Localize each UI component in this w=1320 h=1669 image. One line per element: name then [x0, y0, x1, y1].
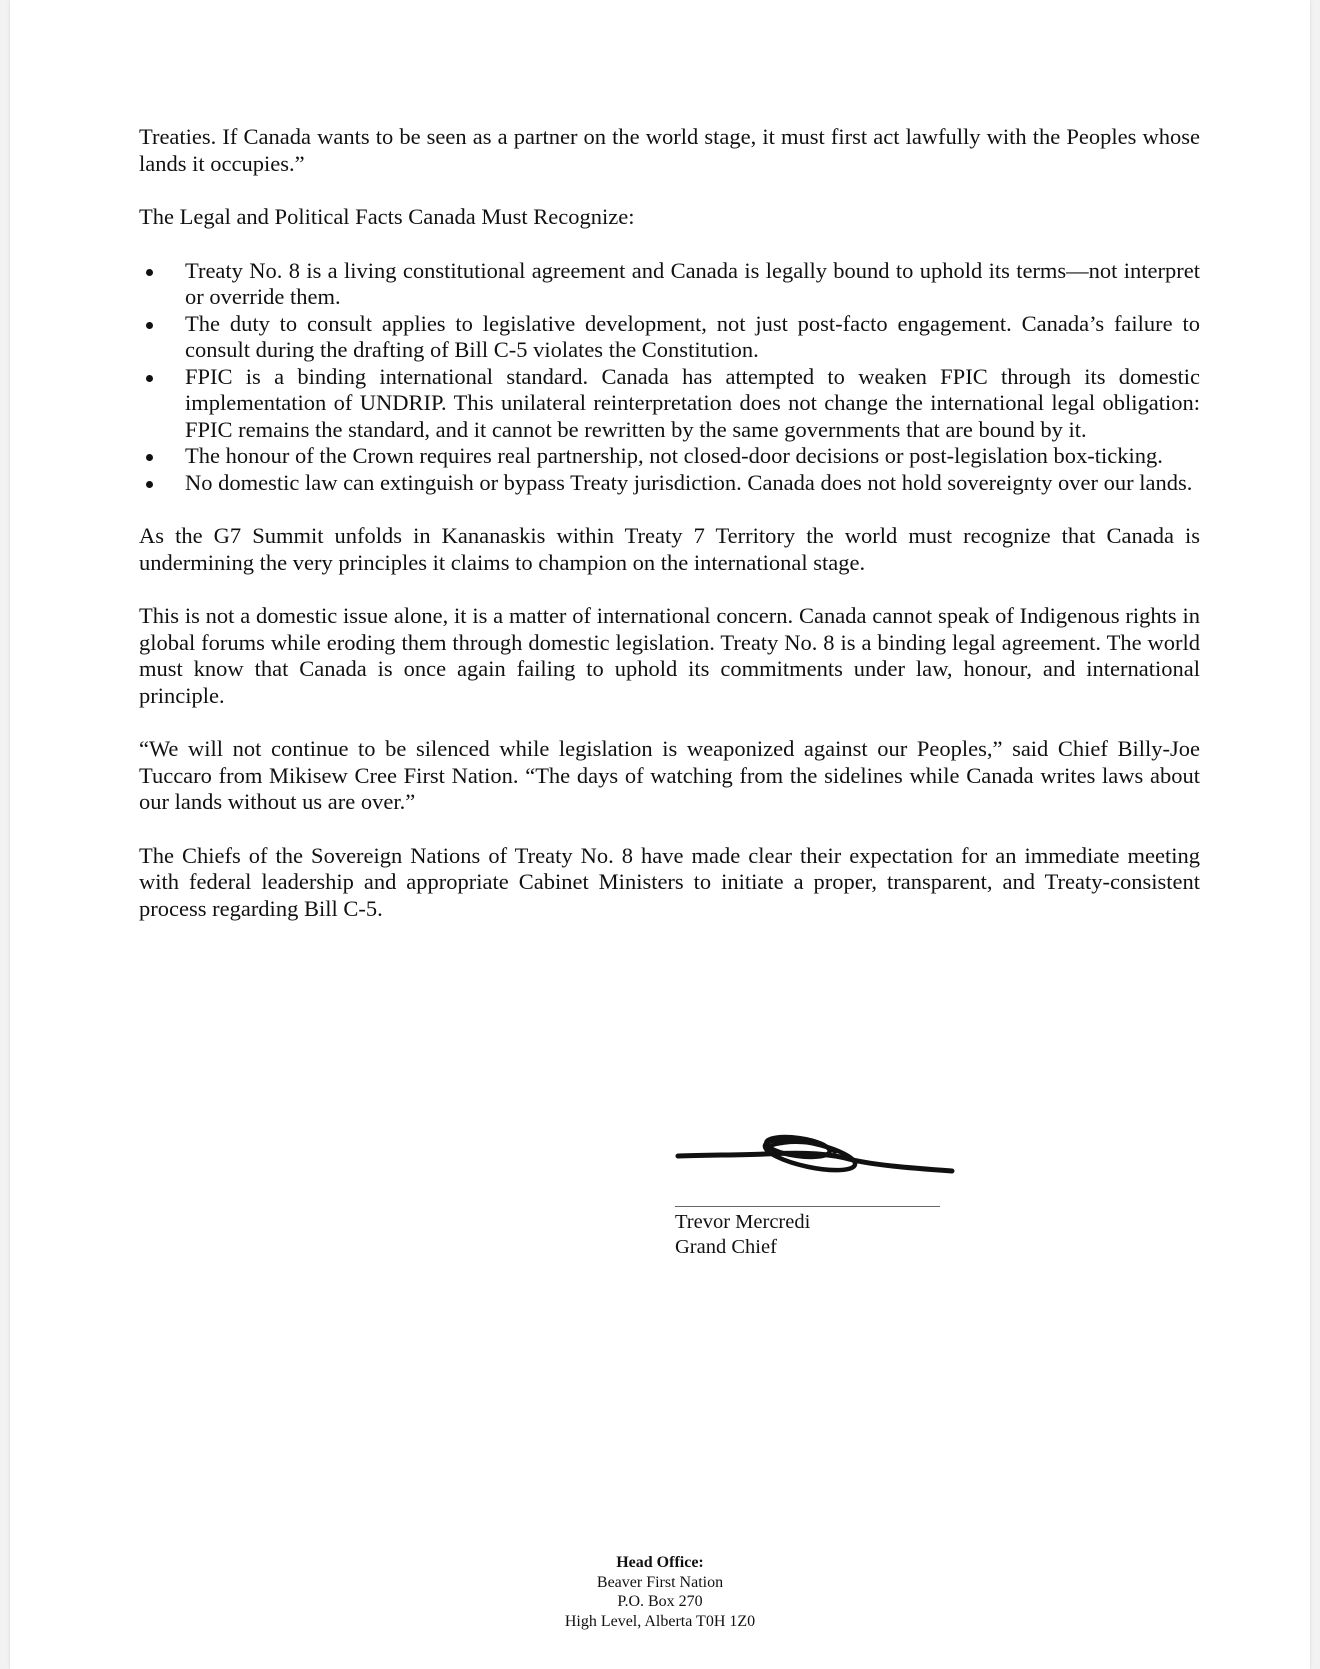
- footer-address: [10, 1553, 1310, 1631]
- list-item: [139, 311, 1200, 364]
- quote-paragraph: “We will not continue to be silenced while legislation is weaponized against our Peoples,” said Chief Billy-Joe Tuccaro from Mikisew Cree First Nation. “The days of watching from the sidelines while Canada writes laws about our lands without us are over.”: [139, 736, 1200, 814]
- expectation-paragraph: The Chiefs of the Sovereign Nations of Treaty No. 8 have made clear their expectation for an immediate meeting with federal leadership and appropriate Cabinet Ministers to initiate a proper, transparent, and Treaty-consistent process regarding Bill C-5.: [139, 842, 1200, 921]
- list-item-text: FPIC is a binding international standard. Canada has attempted to weaken FPIC through its domestic implementation of UNDRIP. This unilateral reinterpretation does not change the international legal obligation: FPIC remains the standard, and it cannot be rewritten by the same governments that are bound by it.: [185, 363, 1200, 442]
- bullet-icon: [146, 454, 153, 461]
- list-item: [139, 470, 1200, 497]
- bullet-icon: [146, 375, 153, 382]
- document-page: [10, 0, 1310, 1669]
- signatory-name: Trevor Mercredi: [675, 1211, 811, 1233]
- signature-line: [675, 1206, 940, 1207]
- list-item-text: The duty to consult applies to legislative development, not just post-facto engagement. Canada’s failure to consult during the drafting of Bill C-5 violates the Constitution.: [185, 310, 1200, 362]
- signatory-title: Grand Chief: [675, 1236, 777, 1258]
- list-item: [139, 364, 1200, 444]
- facts-heading: The Legal and Political Facts Canada Must Recognize:: [139, 204, 635, 229]
- footer-organization: Beaver First Nation: [596, 1573, 724, 1591]
- footer-po-box: P.O. Box 270: [617, 1593, 703, 1610]
- list-item: [139, 258, 1200, 311]
- list-item-text: The honour of the Crown requires real partnership, not closed-door decisions or post-legislation box-ticking.: [185, 443, 1163, 468]
- footer-heading: Head Office:: [616, 1554, 704, 1571]
- bullet-icon: [146, 481, 153, 488]
- list-item-text: Treaty No. 8 is a living constitutional agreement and Canada is legally bound to uphold its terms—not interpret or override them.: [185, 257, 1200, 309]
- footer-city: High Level, Alberta T0H 1Z0: [564, 1612, 756, 1630]
- facts-list: [139, 258, 1200, 497]
- handwritten-signature: [670, 1100, 970, 1200]
- list-item: [139, 443, 1200, 470]
- letter-body: [139, 124, 1200, 949]
- bullet-icon: [146, 322, 153, 329]
- bullet-icon: [146, 269, 153, 276]
- list-item-text: No domestic law can extinguish or bypass Treaty jurisdiction. Canada does not hold sovereignty over our lands.: [185, 469, 1193, 495]
- international-concern-paragraph: This is not a domestic issue alone, it is a matter of international concern. Canada cannot speak of Indigenous rights in global forums while eroding them through domestic legislation. Treaty No. 8 is a binding legal agreement. The world must know that Canada is once again failing to uphold its commitments under law, honour, and international principle.: [139, 603, 1200, 708]
- g7-paragraph: As the G7 Summit unfolds in Kananaskis within Treaty 7 Territory the world must recognize that Canada is undermining the very principles it claims to champion on the international stage.: [139, 523, 1200, 575]
- intro-paragraph: Treaties. If Canada wants to be seen as a partner on the world stage, it must first act lawfully with the Peoples whose lands it occupies.”: [139, 124, 1200, 176]
